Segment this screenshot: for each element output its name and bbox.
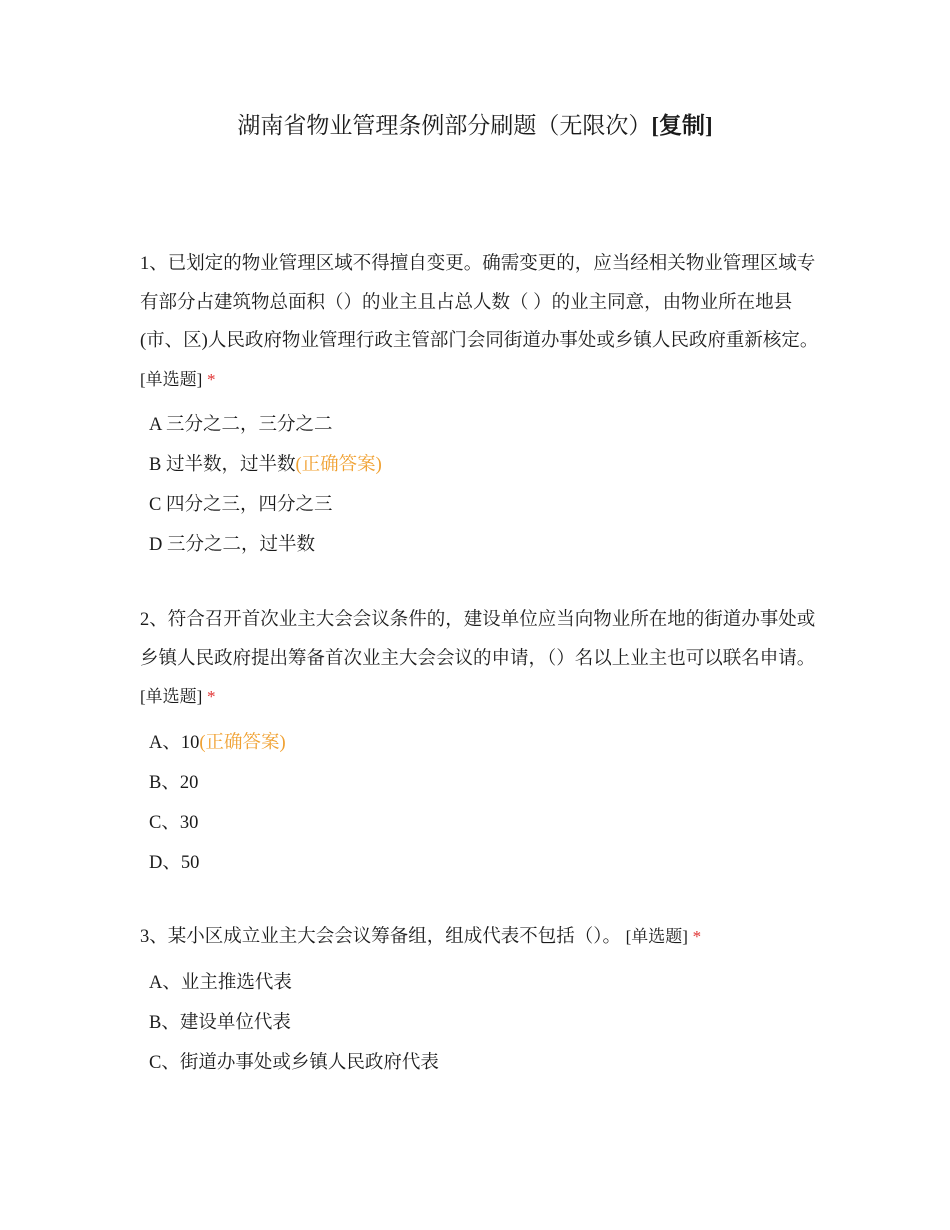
required-mark: * xyxy=(206,369,216,389)
question-2 xyxy=(140,601,820,883)
page-title xyxy=(0,110,950,142)
option-c[interactable]: C、30 xyxy=(149,812,199,833)
question-stem xyxy=(140,245,820,399)
option-list xyxy=(149,723,820,883)
option-list xyxy=(149,963,820,1083)
option-c[interactable]: C、街道办事处或乡镇人民政府代表 xyxy=(149,1052,439,1073)
question-text: 3、某小区成立业主大会会议筹备组，组成代表不包括（）。 xyxy=(140,927,622,947)
question-stem xyxy=(140,601,820,717)
option-b[interactable]: B、建设单位代表 xyxy=(149,1012,291,1033)
question-type: [单选题] xyxy=(140,687,203,706)
required-mark: * xyxy=(692,927,702,946)
question-stem xyxy=(140,918,820,957)
copy-link[interactable]: [复制] xyxy=(651,113,713,138)
option-a[interactable]: A、10(正确答案) xyxy=(149,732,286,753)
option-b[interactable]: B、20 xyxy=(149,772,199,793)
question-text: 2、符合召开首次业主大会会议条件的，建设单位应当向物业所在地的街道办事处或乡镇人民政府提出筹备首次业主大会会议的申请，（）名以上业主也可以联名申请。 xyxy=(140,610,816,669)
option-a[interactable]: A 三分之二，三分之二 xyxy=(149,415,333,435)
option-list xyxy=(149,405,820,565)
option-c[interactable]: C 四分之三，四分之三 xyxy=(149,495,333,515)
option-b[interactable]: B 过半数，过半数(正确答案) xyxy=(149,455,382,475)
option-d[interactable]: D、50 xyxy=(149,852,200,873)
question-type: [单选题] xyxy=(140,369,203,389)
question-text: 1、已划定的物业管理区域不得擅自变更。确需变更的，应当经相关物业管理区域专有部分占建筑物总面积（）的业主且占总人数（ ）的业主同意，由物业所在地县(市、区)人民政府物业管理行政主管部门会同街道办事处或乡镇人民政府重新核定。 xyxy=(140,254,819,351)
required-mark: * xyxy=(206,687,216,706)
question-3 xyxy=(140,918,820,1083)
question-type: [单选题] xyxy=(625,927,688,946)
correct-answer-badge: (正确答案) xyxy=(295,455,382,475)
question-1 xyxy=(140,245,820,565)
option-d[interactable]: D 三分之二，过半数 xyxy=(149,535,315,555)
option-a[interactable]: A、业主推选代表 xyxy=(149,972,292,993)
correct-answer-badge: (正确答案) xyxy=(199,732,286,753)
title-text: 湖南省物业管理条例部分刷题（无限次） xyxy=(237,113,652,138)
